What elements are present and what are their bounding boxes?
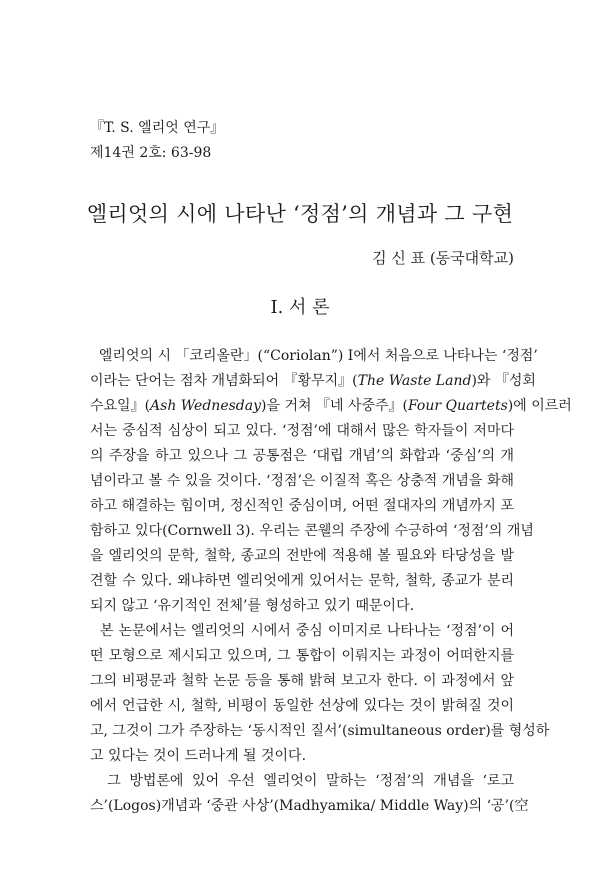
text-segment: 본 논문에서는 엘리엇의 시에서 중심 이미지로 나타나는 ‘정점’이 어 bbox=[90, 623, 514, 639]
text-segment: 그의 비평문과 철학 논문 등을 통해 밝혀 보고자 한다. 이 과정에서 앞 bbox=[90, 673, 514, 689]
body-line bbox=[90, 494, 514, 519]
text-segment: 고, 그것이 그가 주장하는 ‘동시적인 질서’(simultaneous order)를 형성하 bbox=[90, 723, 550, 739]
author-line: 김 신 표 (동국대학교) bbox=[372, 249, 514, 267]
body-line bbox=[90, 369, 536, 394]
body-line bbox=[90, 569, 514, 594]
text-segment: 되지 않고 ‘유기적인 전체’를 형성하고 있기 때문이다. bbox=[90, 598, 415, 614]
text-segment: 엘리엇의 시 「코리올란」(“Coriolan”) I에서 처음으로 나타나는 ‘정점’ bbox=[90, 348, 538, 364]
text-segment: )와 『성회 bbox=[471, 373, 536, 389]
body-line bbox=[90, 419, 514, 444]
text-segment: 수요일』( bbox=[90, 398, 151, 414]
body-line bbox=[90, 669, 514, 694]
body-line bbox=[90, 719, 550, 744]
body-line bbox=[90, 694, 514, 719]
paper-title: 엘리엇의 시에 나타난 ‘정점’의 개념과 그 구현 bbox=[86, 202, 514, 226]
text-segment: 이라는 단어는 점차 개념화되어 『황무지』( bbox=[90, 373, 358, 389]
journal-title: 『T. S. 엘리엇 연구』 bbox=[90, 120, 225, 136]
body-line bbox=[90, 644, 514, 669]
text-segment: 함하고 있다(Cornwell 3). 우리는 콘웰의 주장에 수긍하여 ‘정점’의 개념 bbox=[90, 523, 534, 539]
body-line bbox=[90, 619, 514, 644]
body-line bbox=[90, 794, 529, 819]
body-line bbox=[90, 544, 514, 569]
body-line bbox=[90, 744, 514, 769]
italic-title-text: The Waste Land bbox=[357, 373, 472, 389]
text-segment: 하고 해결하는 힘이며, 정신적인 중심이며, 어떤 절대자의 개념까지 포 bbox=[90, 498, 514, 514]
text-segment: 스’(Logos)개념과 ‘중관 사상’(Madhyamika/ Middle Way)의 ‘공’(空 bbox=[90, 798, 529, 814]
text-segment: )을 거쳐 『네 사중주』( bbox=[261, 398, 408, 414]
body-line bbox=[90, 594, 514, 619]
body-text bbox=[90, 344, 572, 819]
issue-info: 제14권 2호: 63-98 bbox=[90, 145, 212, 161]
body-line bbox=[90, 519, 534, 544]
text-segment: 그 방법론에 있어 우선 엘리엇이 말하는 ‘정점’의 개념을 ‘로고 bbox=[90, 773, 514, 789]
body-line bbox=[90, 469, 514, 494]
body-line bbox=[90, 769, 514, 794]
body-line bbox=[90, 444, 514, 469]
italic-title-text: Four Quartets bbox=[407, 398, 508, 414]
text-segment: 떤 모형으로 제시되고 있으며, 그 통합이 이뤄지는 과정이 어떠한지를 bbox=[90, 648, 514, 664]
text-segment: 견할 수 있다. 왜냐하면 엘리엇에게 있어서는 문학, 철학, 종교가 분리 bbox=[90, 573, 514, 589]
body-line bbox=[90, 344, 538, 369]
text-segment: 의 주장을 하고 있으나 그 공통점은 ‘대립 개념’의 화합과 ‘중심’의 개 bbox=[90, 448, 514, 464]
text-segment: 에서 언급한 시, 철학, 비평이 동일한 선상에 있다는 것이 밝혀질 것이 bbox=[90, 698, 514, 714]
text-segment: 서는 중심적 심상이 되고 있다. ‘정점’에 대해서 많은 학자들이 저마다 bbox=[90, 423, 514, 439]
text-segment: 고 있다는 것이 드러나게 될 것이다. bbox=[90, 748, 307, 764]
text-segment: 념이라고 볼 수 있을 것이다. ‘정점’은 이질적 혹은 상충적 개념을 화해 bbox=[90, 473, 514, 489]
text-segment: )에 이르러 bbox=[507, 398, 572, 414]
text-segment: 을 엘리엇의 문학, 철학, 종교의 전반에 적용해 볼 필요와 타당성을 발 bbox=[90, 548, 514, 564]
italic-title-text: Ash Wednesday bbox=[150, 398, 262, 414]
body-line bbox=[90, 394, 572, 419]
section-heading: I. 서 론 bbox=[270, 297, 330, 318]
